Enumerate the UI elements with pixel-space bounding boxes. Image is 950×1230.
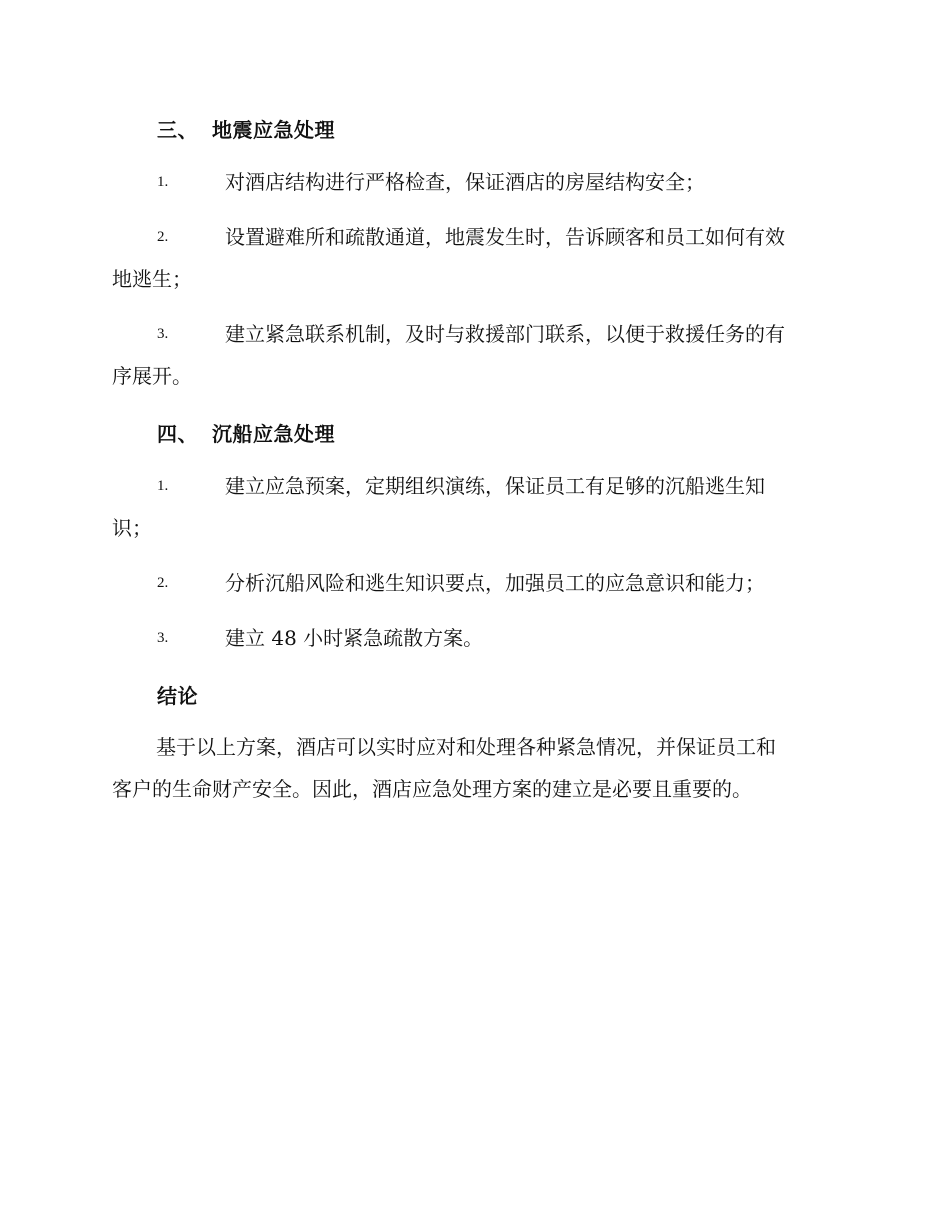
section-number: 三、 xyxy=(157,118,198,142)
section-heading-earthquake xyxy=(157,114,335,143)
item-number: 1. xyxy=(157,478,169,494)
item-text-continued: 序展开。 xyxy=(112,364,192,388)
conclusion-paragraph xyxy=(112,726,834,810)
item-text: 对酒店结构进行严格检查，保证酒店的房屋结构安全； xyxy=(225,170,705,194)
item-text: 设置避难所和疏散通道，地震发生时，告诉顾客和员工如何有效 xyxy=(225,225,785,249)
item-text-continued: 地逃生； xyxy=(112,267,192,291)
item-text: 建立 48 小时紧急疏散方案。 xyxy=(225,626,484,650)
section-title: 沉船应急处理 xyxy=(212,422,335,446)
list-item xyxy=(112,161,834,203)
list-item xyxy=(112,617,834,659)
conclusion-heading: 结论 xyxy=(157,684,198,708)
paragraph-line: 客户的生命财产安全。因此，酒店应急处理方案的建立是必要且重要的。 xyxy=(112,777,752,801)
item-number: 2. xyxy=(157,229,169,245)
item-number: 3. xyxy=(157,630,169,646)
item-text: 建立紧急联系机制，及时与救援部门联系，以便于救援任务的有 xyxy=(225,322,785,346)
section-title: 地震应急处理 xyxy=(212,118,335,142)
item-number: 2. xyxy=(157,575,169,591)
item-number: 1. xyxy=(157,174,169,190)
section-number: 四、 xyxy=(157,422,198,446)
paragraph-line: 基于以上方案，酒店可以实时应对和处理各种紧急情况，并保证员工和 xyxy=(156,735,776,759)
item-text: 分析沉船风险和逃生知识要点，加强员工的应急意识和能力； xyxy=(225,571,765,595)
list-item xyxy=(112,216,834,300)
list-item xyxy=(112,465,834,549)
item-text-continued: 识； xyxy=(112,516,152,540)
list-item xyxy=(112,313,834,397)
section-heading-shipwreck xyxy=(157,418,335,447)
item-number: 3. xyxy=(157,326,169,342)
list-item xyxy=(112,562,834,604)
item-text: 建立应急预案，定期组织演练，保证员工有足够的沉船逃生知 xyxy=(225,474,765,498)
